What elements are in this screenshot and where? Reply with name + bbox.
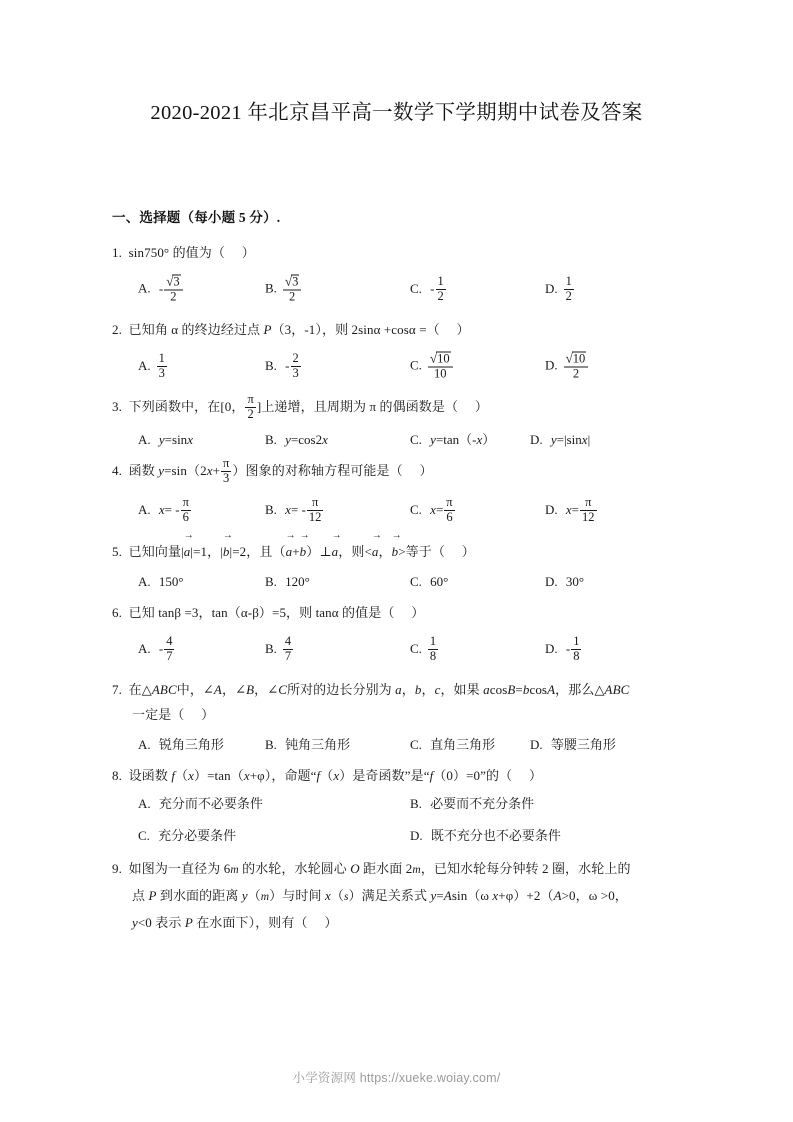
option-8-a[interactable]: A. 充分而不必要条件 — [138, 796, 263, 812]
option-3-b[interactable]: B. y=cos2x — [265, 432, 328, 448]
question-4-stem: 4. 函数 y=sin（2x+ $\frac{\pi}{3}$ ）图象的对称轴方程可能是（ ） — [112, 456, 433, 485]
question-1-stem: 1. sin750° 的值为（ ） — [112, 245, 255, 260]
option-2-d[interactable]: D. $\frac{√10}{2}$ — [545, 353, 589, 382]
page-title: 2020-2021 年北京昌平高一数学下学期期中试卷及答案 — [150, 102, 643, 124]
question-9 — [112, 856, 687, 935]
section-heading: 一、选择题（每小题 5 分）. — [112, 210, 281, 225]
option-8-c[interactable]: C. 充分必要条件 — [138, 828, 237, 844]
option-6-d[interactable]: D. - $\frac{1}{8}$ — [545, 634, 580, 663]
option-7-b[interactable]: B. 钝角三角形 — [265, 737, 351, 753]
option-2-b[interactable]: B. - $\frac{2}{3}$ — [265, 351, 299, 380]
question-8-stem: 8. 设函数 f（x）=tan（x+φ），命题“f（x）是奇函数”是“f（0）=0”的（ ） — [112, 768, 543, 784]
question-5-options — [112, 566, 687, 596]
option-4-d[interactable]: D. x= $\frac{\pi}{12}$ — [545, 495, 595, 524]
option-1-d[interactable]: D. $\frac{1}{2}$ — [545, 274, 572, 303]
question-4-options — [112, 488, 687, 534]
question-3-options — [112, 424, 687, 454]
option-7-c[interactable]: C. 直角三角形 — [410, 737, 496, 753]
option-5-a[interactable]: A. 150° — [138, 574, 184, 590]
question-3 — [112, 394, 687, 454]
question-5-stem: 5. 已知向量| → a|=1，| → b|=2，且（ → a+ → b）⊥ → a，则< → a， → b>等于（ ） — [112, 530, 475, 560]
question-6-options — [112, 627, 687, 673]
option-1-a[interactable]: A. - $\frac{√3}{2}$ — [138, 276, 184, 305]
option-2-a[interactable]: A. $\frac{1}{3}$ — [138, 351, 165, 380]
question-6-stem: 6. 已知 tanβ =3，tan（α-β）=5，则 tanα 的值是（ ） — [112, 605, 425, 621]
option-5-b[interactable]: B. 120° — [265, 574, 310, 590]
option-7-d[interactable]: D. 等腰三角形 — [530, 737, 616, 753]
option-4-b[interactable]: B. x= - $\frac{\pi}{12}$ — [265, 495, 322, 524]
question-1-options — [112, 267, 687, 313]
question-7-options — [112, 729, 687, 759]
question-4 — [112, 458, 687, 534]
option-1-b[interactable]: B. $\frac{√3}{2}$ — [265, 276, 302, 305]
option-3-a[interactable]: A. y=sinx — [138, 432, 193, 448]
option-3-c[interactable]: C. y=tan（-x） — [410, 432, 496, 448]
question-2-stem: 2. 已知角 α 的终边经过点 P（3，-1），则 2sinα +cosα =（ ） — [112, 322, 470, 337]
option-5-c[interactable]: C. 60° — [410, 574, 449, 590]
footer-watermark: 小学资源网 https://xueke.woiay.com/ — [292, 1071, 501, 1085]
option-8-b[interactable]: B. 必要而不充分条件 — [410, 796, 535, 812]
exam-content — [112, 206, 687, 939]
question-2-options — [112, 344, 687, 390]
option-4-a[interactable]: A. x= - $\frac{\pi}{6}$ — [138, 495, 189, 524]
question-7 — [112, 677, 687, 759]
option-4-c[interactable]: C. x= $\frac{\pi}{6}$ — [410, 495, 453, 524]
question-1 — [112, 240, 687, 313]
question-5 — [112, 530, 687, 596]
question-2 — [112, 317, 687, 390]
question-8 — [112, 763, 687, 852]
question-9-stem-line1: 9. 如图为一直径为 6m 的水轮，水轮圆心 O 距水面 2m，已知水轮每分钟转 2 圈，水轮上的 — [112, 861, 631, 877]
question-6 — [112, 600, 687, 673]
option-7-a[interactable]: A. 锐角三角形 — [138, 737, 224, 753]
option-6-a[interactable]: A. - $\frac{4}{7}$ — [138, 634, 173, 663]
question-9-stem-line3: y<0 表示 P 在水面下），则有（ ） — [132, 915, 338, 931]
question-8-options — [112, 790, 687, 852]
option-8-d[interactable]: D. 既不充分也不必要条件 — [410, 828, 561, 844]
option-5-d[interactable]: D. 30° — [545, 574, 585, 590]
question-7-stem-line2: 一定是（ ） — [132, 707, 215, 723]
option-2-c[interactable]: C. $\frac{√10}{10}$ — [410, 353, 454, 382]
option-3-d[interactable]: D. y=|sinx| — [530, 432, 591, 448]
option-6-b[interactable]: B. $\frac{4}{7}$ — [265, 634, 292, 663]
question-3-stem: 3. 下列函数中，在[0， $\frac{\pi}{2}$ ]上递增，且周期为 π 的偶函数是（ ） — [112, 392, 488, 421]
option-1-c[interactable]: C. - $\frac{1}{2}$ — [410, 274, 444, 303]
question-7-stem-line1: 7. 在△ABC中，∠A，∠B，∠C所对的边长分别为 a，b，c，如果 acosB=bcosA，那么△ABC — [112, 682, 630, 698]
option-6-c[interactable]: C. $\frac{1}{8}$ — [410, 634, 437, 663]
question-9-stem-line2: 点 P 到水面的距离 y（m）与时间 x（s）满足关系式 y=Asin（ω x+φ）+2（A>0，ω >0， — [132, 888, 628, 904]
